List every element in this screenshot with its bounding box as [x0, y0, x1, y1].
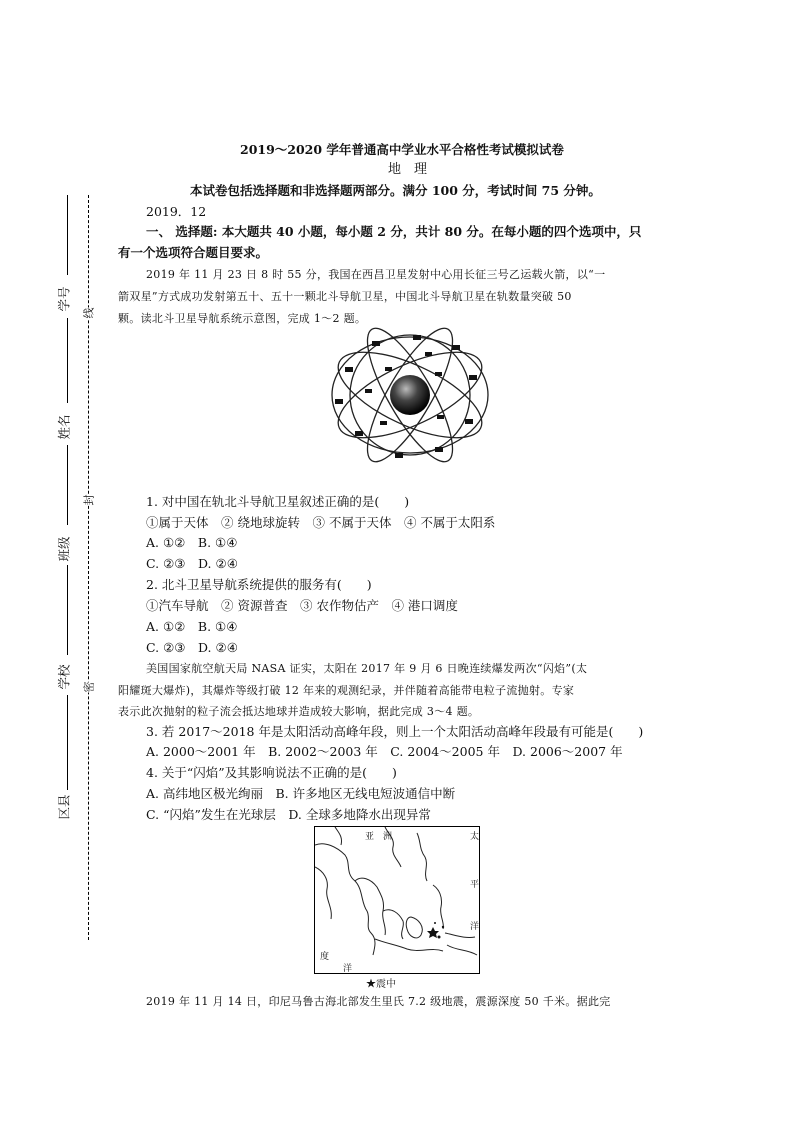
map-label-tai: 太: [470, 832, 480, 842]
exam-date: 2019．12: [146, 204, 207, 219]
southeast-asia-map: [314, 826, 480, 974]
map-legend: ★震中: [366, 979, 396, 990]
map-label-yang2: 洋: [343, 964, 353, 974]
q1-stem: 1. 对中国在轨北斗导航卫星叙述正确的是( ): [146, 494, 410, 509]
beidou-satellite-diagram: [325, 327, 495, 467]
passage3-line1: 2019 年 11 月 14 日，印尼马鲁古海北部发生里氏 7.2 级地震，震源深度 50 千米。据此完: [146, 995, 611, 1008]
map-label-yang: 洋: [470, 922, 480, 932]
q1-options-cd: C. ②③ D. ②④: [146, 556, 238, 571]
passage1-line1: 2019 年 11 月 23 日 8 时 55 分，我国在西昌卫星发射中心用长征三号乙运载火箭，以“一: [146, 268, 606, 281]
section-instructions-line1: 一、 选择题: 本大题共 40 小题，每小题 2 分，共计 80 分。在每小题的四个选项中，只: [146, 224, 642, 239]
subject-title: 地 理: [388, 162, 428, 177]
q4-stem: 4. 关于“闪焰”及其影响说法不正确的是( ): [146, 765, 397, 780]
sidebar-underline-banji: [67, 445, 68, 525]
q1-options-ab: A. ①② B. ①④: [146, 535, 238, 550]
passage2-line3: 表示此次抛射的粒子流会抵达地球并造成较大影响，据此完成 3～4 题。: [118, 705, 480, 718]
exam-title: 2019～2020 学年普通高中学业水平合格性考试模拟试卷: [240, 142, 564, 157]
binding-mark-xian: 线: [82, 307, 96, 319]
sidebar-label-banji: 班级: [56, 536, 72, 562]
sidebar-underline-quxian: [67, 695, 68, 790]
binding-mark-mi: 密: [82, 681, 96, 693]
q2-stem: 2. 北斗卫星导航系统提供的服务有( ): [146, 577, 372, 592]
earth-icon: [390, 375, 430, 415]
passage2-line2: 阳耀斑大爆炸)，其爆炸等级打破 12 年来的观测纪录，并伴随着高能带电粒子流抛射。专家: [118, 684, 575, 697]
section-instructions-line2: 有一个选项符合题目要求。: [118, 245, 269, 260]
sidebar-underline-xuexiao: [67, 565, 68, 655]
q4-options-cd: C. “闪焰”发生在光球层 D. 全球多地降水出现异常: [146, 807, 431, 822]
map-outline: [315, 827, 479, 973]
map-label-asia: 亚 洲: [365, 832, 393, 842]
map-label-du: 度: [320, 952, 330, 962]
q1-items: ①属于天体 ② 绕地球旋转 ③ 不属于天体 ④ 不属于太阳系: [146, 515, 496, 530]
q3-stem: 3. 若 2017～2018 年是太阳活动高峰年段，则上一个太阳活动高峰年段最有可能是( ): [146, 724, 644, 739]
sidebar-label-xuehao: 学号: [56, 286, 72, 312]
q2-options-ab: A. ①② B. ①④: [146, 619, 238, 634]
map-label-ping: 平: [470, 880, 480, 890]
exam-intro: 本试卷包括选择题和非选择题两部分。满分 100 分，考试时间 75 分钟。: [190, 183, 601, 198]
q2-options-cd: C. ②③ D. ②④: [146, 640, 238, 655]
binding-mark-feng: 封: [82, 494, 96, 506]
sidebar-label-xuexiao: 学校: [56, 664, 72, 690]
passage1-line2: 箭双星”方式成功发射第五十、五十一颗北斗导航卫星，中国北斗导航卫星在轨数量突破 50: [118, 290, 572, 303]
q2-items: ①汽车导航 ② 资源普查 ③ 农作物估产 ④ 港口调度: [146, 598, 458, 613]
sidebar-label-quxian: 区县: [56, 794, 72, 820]
sidebar-label-xingming: 姓名: [56, 414, 72, 440]
passage2-line1: 美国国家航空航天局 NASA 证实，太阳在 2017 年 9 月 6 日晚连续爆发两次“闪焰”(太: [146, 662, 588, 675]
q4-options-ab: A. 高纬地区极光绚丽 B. 许多地区无线电短波通信中断: [146, 786, 456, 801]
q3-options: A. 2000～2001 年 B. 2002～2003 年 C. 2004～2005 年 D. 2006～2007 年: [146, 744, 623, 759]
sidebar-underline-xuehao: [67, 195, 68, 275]
passage1-line3: 颗。读北斗卫星导航系统示意图，完成 1～2 题。: [118, 312, 367, 325]
sidebar-underline-xingming: [67, 318, 68, 403]
